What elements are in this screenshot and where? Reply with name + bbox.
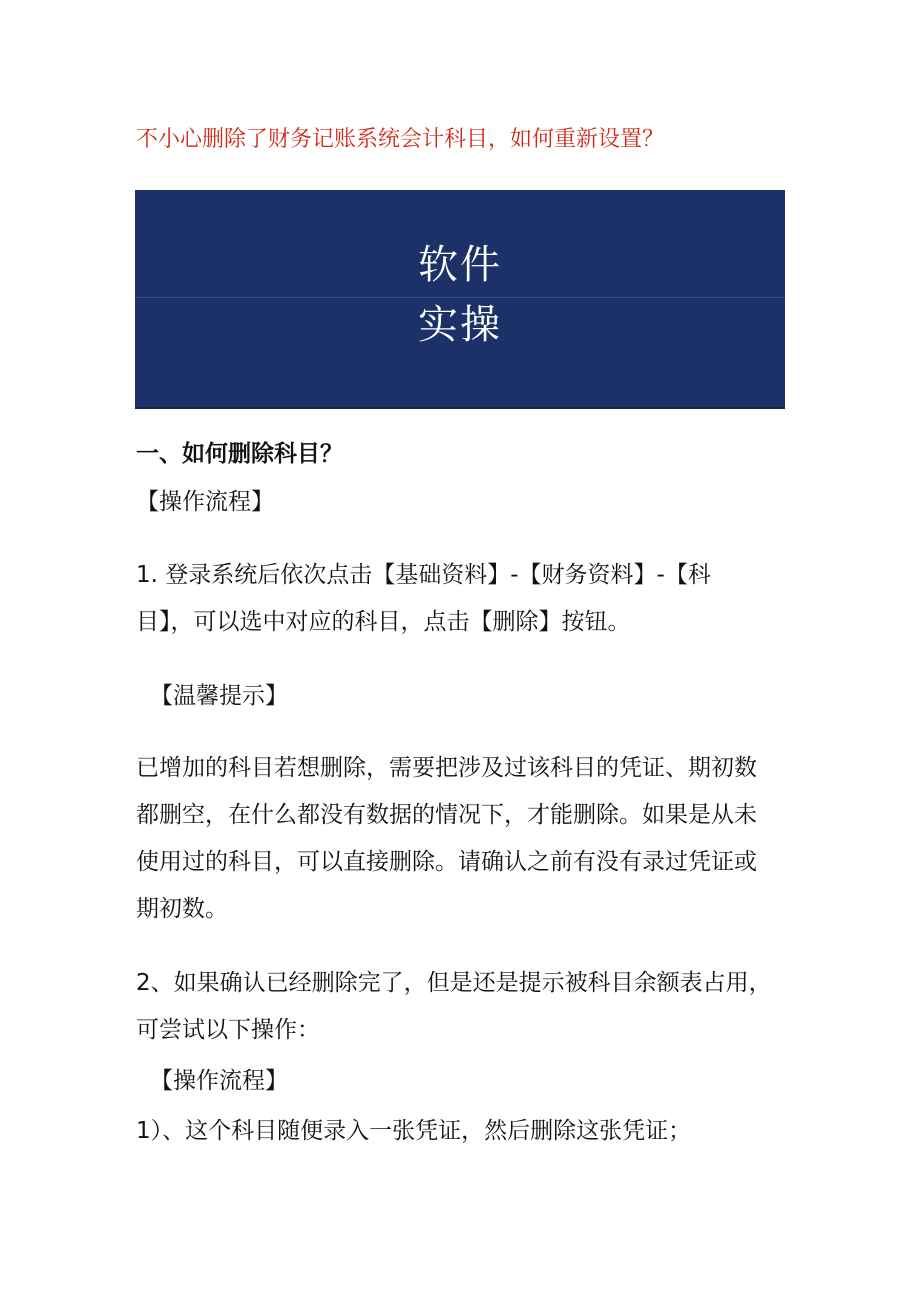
flow-label: 【操作流程】 [136,489,274,515]
tip-paragraph [136,745,786,933]
tip-line: 使用过的科目，可以直接删除。请确认之前有没有录过凭证或 [136,849,757,875]
step-1-line: 1. 登录系统后依次点击【基础资料】-【财务资料】-【科 [136,562,711,588]
step-1-paragraph [136,552,786,646]
software-practice-banner [135,190,785,409]
section-2-intro [136,960,786,1054]
banner-line-2: 实操 [418,302,502,348]
section-2-intro-line: 可尝试以下操作： [136,1017,320,1043]
step-1-line: 目】，可以选中对应的科目，点击【删除】按钮。 [136,609,631,635]
section-2-step-1: 1）、这个科目随便录入一张凭证，然后删除这张凭证； [136,1118,692,1144]
flow-label-2: 【操作流程】 [150,1068,288,1094]
tip-line: 已增加的科目若想删除，需要把涉及过该科目的凭证、期初数 [136,755,757,781]
tip-line: 都删空，在什么都没有数据的情况下，才能删除。如果是从未 [136,802,757,828]
section-heading: 一、如何删除科目？ [136,441,343,467]
tip-label: 【温馨提示】 [150,683,288,709]
banner-divider [135,297,785,298]
document-title: 不小心删除了财务记账系统会计科目，如何重新设置？ [136,127,665,152]
tip-line: 期初数。 [136,896,228,922]
section-2-intro-line: 2、如果确认已经删除完了，但是还是提示被科目余额表占用， [136,970,772,996]
banner-line-1: 软件 [418,242,502,288]
